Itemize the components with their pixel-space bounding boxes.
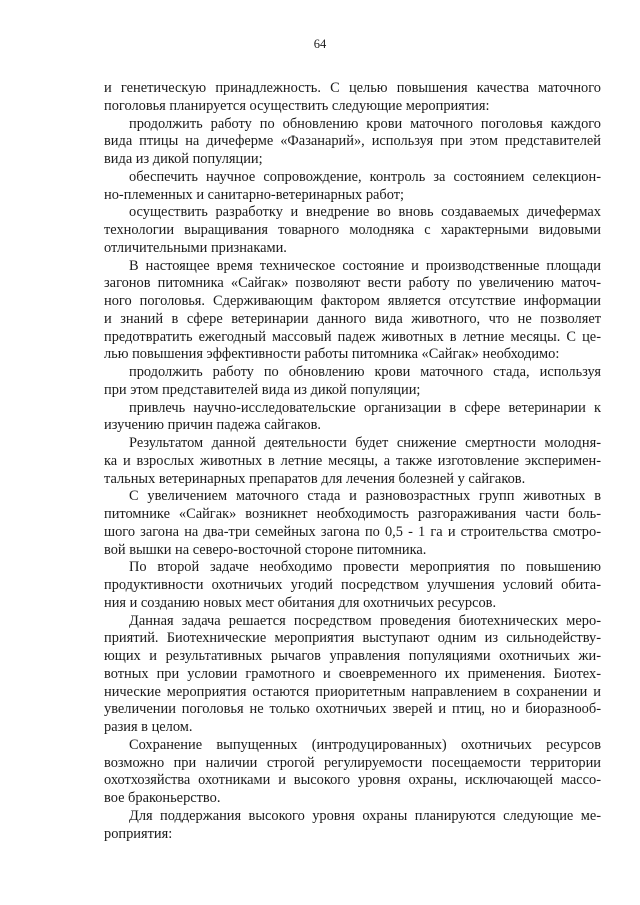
text-line: роприятия: xyxy=(104,825,173,842)
text-line: вое браконьерство. xyxy=(104,790,221,806)
text-line: В настоящее время техническое состояние и производственные площади xyxy=(129,257,601,274)
text-line: ного поголовья. Сдерживающим фактором является отсутствие информации xyxy=(104,293,601,309)
text-line: Для поддержания высокого уровня охраны планируются следующие ме- xyxy=(129,807,601,824)
text-line: и знаний в сфере ветеринарии данного вида животного, что не позволяет xyxy=(104,310,601,327)
text-line: ющих и результативных рычагов управления популяциями охотничьих жи- xyxy=(104,648,601,664)
text-line: По второй задаче необходимо провести мероприятия по повышению xyxy=(129,559,601,576)
body-text xyxy=(104,80,601,843)
text-line: нические мероприятия остаются приоритетным направлением в сохранении и xyxy=(104,683,601,700)
text-line: С увеличением маточного стада и разновозрастных групп животных в xyxy=(129,488,601,505)
text-line: Сохранение выпущенных (интродуцированных) охотничьих ресурсов xyxy=(129,736,601,753)
text-line: приятий. Биотехнические мероприятия выступают одним из сильнодейству- xyxy=(104,630,601,647)
text-line: лью повышения эффективности работы питомника «Сайгак» необходимо: xyxy=(104,346,560,363)
text-line: питомнике «Сайгак» возникнет необходимость разгораживания части боль- xyxy=(104,506,601,522)
text-line: поголовья планируется осуществить следующие мероприятия: xyxy=(104,97,490,114)
text-line: технологии выращивания товарного молодняка с характерными видовыми xyxy=(104,222,601,238)
text-line: ния и созданию новых мест обитания для охотничьих ресурсов. xyxy=(104,594,497,611)
text-line: увеличении поголовья не только охотничьих зверей и птиц, но и биоразнооб- xyxy=(104,701,601,718)
text-line: отличительными признаками. xyxy=(104,239,287,256)
text-line: Данная задача решается посредством проведения биотехнических меро- xyxy=(129,612,601,629)
text-line: вой вышки на северо-восточной стороне питомника. xyxy=(104,541,427,558)
page-number: 64 xyxy=(313,37,327,51)
text-line: продолжить работу по обновлению крови маточного стада, используя xyxy=(129,364,601,380)
text-line: изучению причин падежа сайгаков. xyxy=(104,417,322,434)
text-line: обеспечить научное сопровождение, контроль за состоянием селекцион- xyxy=(129,168,601,185)
text-line: загонов питомника «Сайгак» позволяют вести работу по увеличению маточ- xyxy=(104,275,601,292)
text-line: шого загона на два-три семейных загона по 0,5 - 1 га и строительства смотро- xyxy=(104,523,601,540)
text-line: вотных при условии грамотного и своевременного их применения. Биотех- xyxy=(104,665,601,682)
text-line: и генетическую принадлежность. С целью повышения качества маточного xyxy=(104,80,601,96)
text-line: привлечь научно-исследовательские организации в сфере ветеринарии к xyxy=(129,399,601,416)
text-line: возможно при наличии строгой регулируемости посещаемости территории xyxy=(104,754,601,771)
text-line: при этом представителей вида из дикой популяции; xyxy=(104,381,421,398)
text-line: осуществить разработку и внедрение во вновь создаваемых дичефермах xyxy=(129,204,601,221)
text-line: но-племенных и санитарно-ветеринарных работ; xyxy=(104,186,405,203)
text-line: охотхозяйства охотниками и высокого уровня охраны, исключающей массо- xyxy=(104,772,601,789)
text-line: ка и взрослых животных в летние месяцы, а также изготовление эксперимен- xyxy=(104,452,601,469)
text-line: тальных ветеринарных препаратов для лечения болезней у сайгаков. xyxy=(104,470,526,487)
text-line: продолжить работу по обновлению крови маточного поголовья каждого xyxy=(129,115,601,132)
text-line: продуктивности охотничьих угодий посредством улучшения условий обита- xyxy=(104,577,601,593)
text-line: вида птицы на дичеферме «Фазанарий», используя при этом представителей xyxy=(104,133,601,150)
text-line: вида из дикой популяции; xyxy=(104,151,263,167)
text-line: Результатом данной деятельности будет снижение смертности молодня- xyxy=(129,435,601,451)
text-line: разия в целом. xyxy=(104,719,193,735)
text-line: предотвратить ежегодный массовый падеж животных в летние месяцы. С це- xyxy=(104,328,601,345)
